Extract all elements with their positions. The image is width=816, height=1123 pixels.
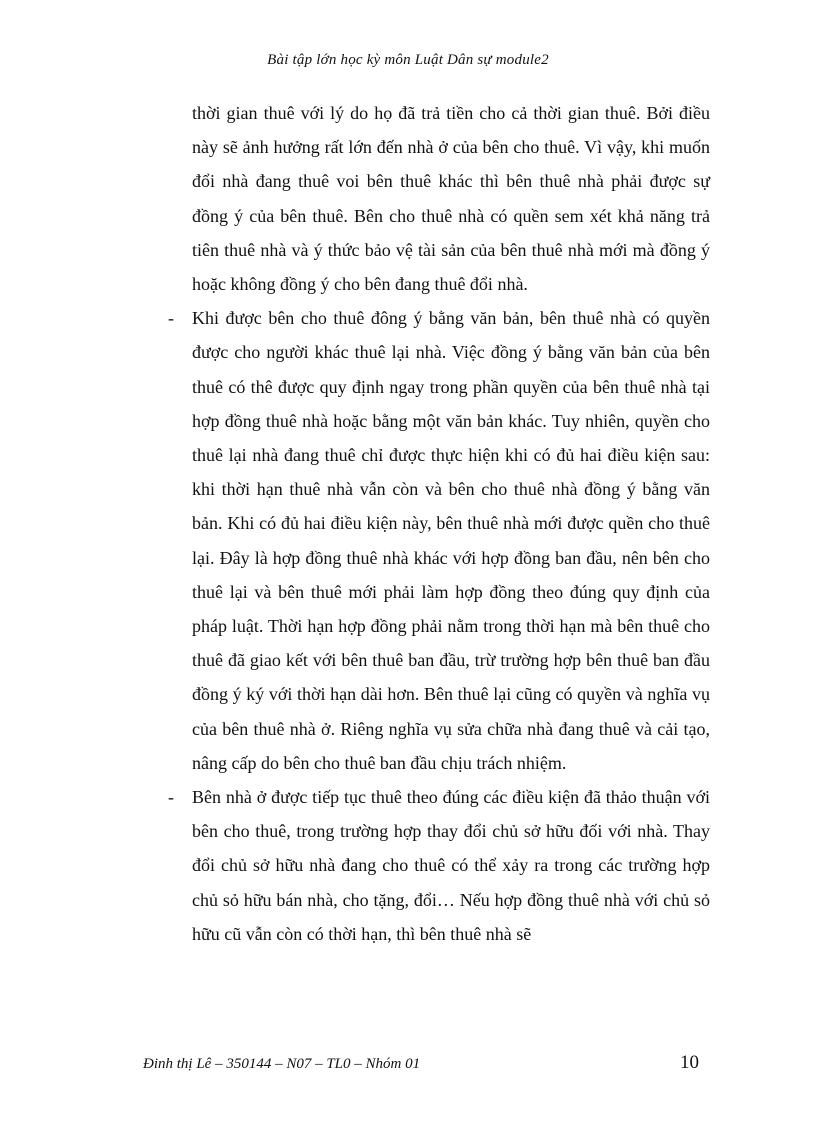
page-footer — [143, 1052, 699, 1074]
page-header: Bài tập lớn học kỳ môn Luật Dân sự module2 — [267, 52, 549, 68]
list-item — [150, 780, 710, 951]
bullet-dash: - — [168, 787, 174, 808]
footer-author: Đinh thị Lê – 350144 – N07 – TL0 – Nhóm 01 — [143, 1056, 421, 1072]
document-body — [150, 96, 710, 951]
bullet-paragraph: Khi được bên cho thuê đông ý bằng văn bản, bên thuê nhà có quyền được cho người khác thuê lại nhà. Việc đồng ý bằng văn bản của bên thuê có thê được quy định ngay trong phần quyền của bên thuê nhà tại hợp đồng thuê nhà hoặc bằng một văn bản khác. Tuy nhiên, quyền cho thuê lại nhà đang thuê chỉ được thực hiện khi có đủ hai điều kiện sau: khi thời hạn thuê nhà vẫn còn và bên cho thuê nhà đồng ý bằng văn bản. Khi có đủ hai điều kiện này, bên thuê nhà mới được quền cho thuê lại. Đây là hợp đồng thuê nhà khác với hợp đồng ban đầu, nên bên cho thuê lại và bên thuê mới phải làm hợp đồng theo đúng quy định của pháp luật. Thời hạn hợp đồng phải nằm trong thời hạn mà bên thuê cho thuê đã giao kết với bên thuê ban đầu, trừ trường hợp bên thuê ban đầu đồng ý ký với thời hạn dài hơn. Bên thuê lại cũng có quyền và nghĩa vụ của bên thuê nhà ở. Riêng nghĩa vụ sửa chữa nhà đang thuê và cải tạo, nâng cấp do bên cho thuê ban đầu chịu trách nhiệm. — [192, 308, 710, 773]
continuation-paragraph: thời gian thuê với lý do họ đã trả tiền cho cả thời gian thuê. Bởi điều này sẽ ảnh hưởng rất lớn đến nhà ở của bên cho thuê. Vì vậy, khi muốn đổi nhà đang thuê voi bên thuê khác thì bên thuê nhà phải được sự đồng ý của bên thuê. Bên cho thuê nhà có quền sem xét khả năng trả tiên thuê nhà và ý thức bảo vệ tài sản của bên thuê nhà mới mà đồng ý hoặc không đồng ý cho bên đang thuê đổi nhà. — [192, 103, 710, 295]
bullet-paragraph: Bên nhà ở được tiếp tục thuê theo đúng các điều kiện đã thảo thuận với bên cho thuê, trong trường hợp thay đổi chủ sở hữu đối với nhà. Thay đổi chủ sở hữu nhà đang cho thuê có thể xảy ra trong các trường hợp chủ sỏ hữu bán nhà, cho tặng, đổi… Nếu hợp đồng thuê nhà với chủ sỏ hữu cũ vẫn còn có thời hạn, thì bên thuê nhà sẽ — [192, 787, 710, 944]
page-number: 10 — [680, 1052, 699, 1073]
list-item — [150, 301, 710, 780]
bullet-dash: - — [168, 308, 174, 329]
